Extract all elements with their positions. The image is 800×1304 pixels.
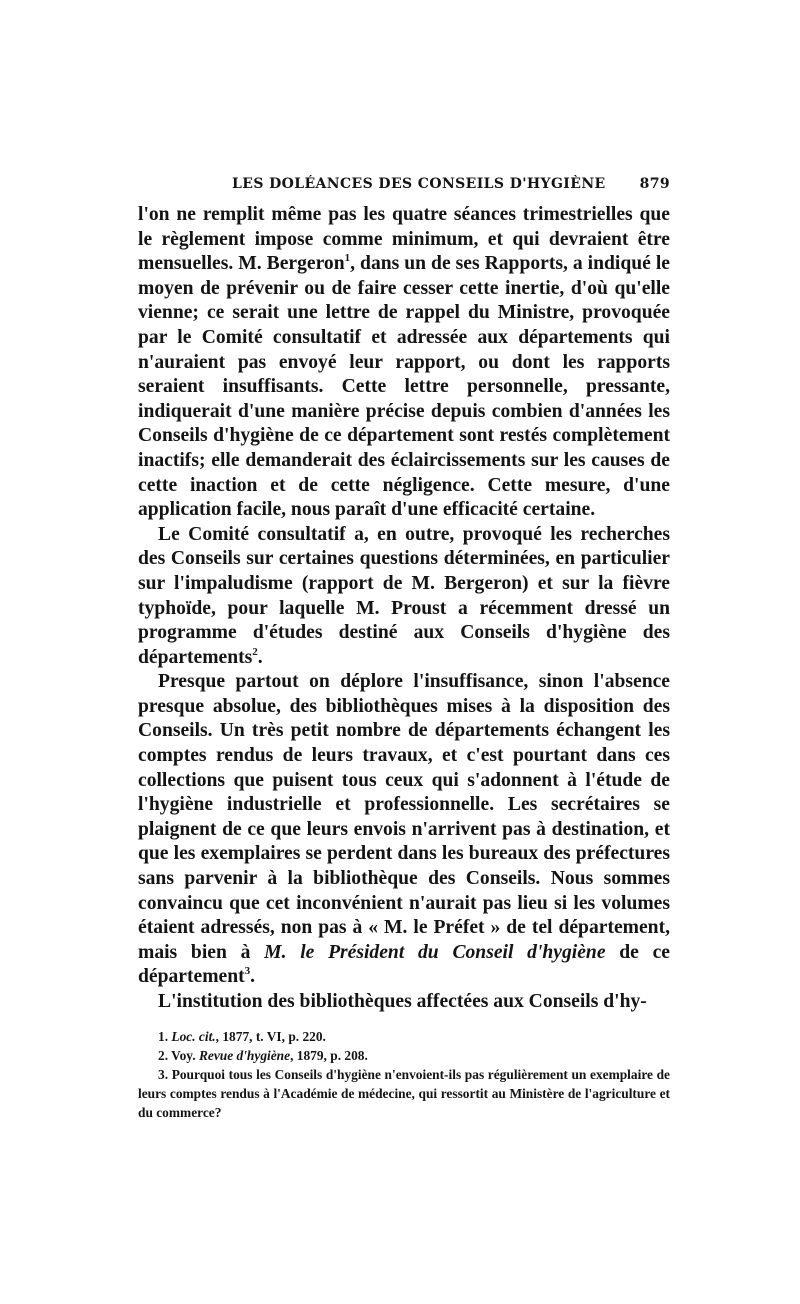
footnote-1-text: , 1877, t. VI, p. 220. xyxy=(215,1029,326,1044)
paragraph-3-text-c: . xyxy=(250,966,256,988)
footnote-2-italic: Revue d'hygiène xyxy=(198,1048,291,1063)
paragraph-1-text-b: , dans un de ses Rapports, a indiqué le moyen de prévenir ou de faire cesser cette inertie, d'où qu'elle vienne; ce serait une lettre de rappel du Ministre, provoquée par le Comité consultatif et adressée aux départements qui n'auraient pas envoyé leur rapport, ou dont les rapports seraient insuffisants. Cette lettre personnelle, pressante, indiquerait d'une manière précise depuis combien d'années les Conseils d'hygiène de ce département sont restés complètement inactifs; elle demanderait des éclaircissements sur les causes de cette inaction et de cette négligence. Cette mesure, d'une application facile, nous paraît d'une efficacité certaine. xyxy=(138,253,670,521)
footnote-2 xyxy=(138,1046,670,1065)
paragraph-4-text-a: L'institution des bibliothèques affectées aux Conseils d'hy- xyxy=(158,991,647,1012)
paragraph-1-text-a: l'on ne remplit même pas les quatre séances trimestrielles que le règlement impose comme minimum, et qui devraient être mensuelles. M. Bergeron xyxy=(138,204,670,275)
footnote-ref-1: 1 xyxy=(344,252,351,265)
page-number: 879 xyxy=(639,176,670,192)
footnote-1-number: 1. xyxy=(158,1029,169,1044)
footnotes xyxy=(138,1027,670,1122)
footnote-3 xyxy=(138,1065,670,1122)
paragraph-3-italic: M. le Président du Conseil d'hygiène xyxy=(264,941,606,963)
paragraph-2-text-b: . xyxy=(257,646,263,668)
footnote-1-italic: Loc. cit. xyxy=(171,1029,216,1044)
paragraph-1 xyxy=(138,203,670,523)
footnote-3-number: 3. xyxy=(158,1067,169,1082)
footnote-ref-3: 3 xyxy=(244,965,251,978)
paragraph-3 xyxy=(138,670,670,990)
footnote-2-text: , 1879, p. 208. xyxy=(290,1048,368,1063)
paragraph-4 xyxy=(138,990,670,1015)
body-text xyxy=(138,203,670,1015)
running-title: LES DOLÉANCES DES CONSEILS D'HYGIÈNE xyxy=(232,176,606,192)
paragraph-2-text-a: Le Comité consultatif a, en outre, provoqué les recherches des Conseils sur certaines questions déterminées, en particulier sur l'impaludisme (rapport de M. Bergeron) et sur la fièvre typhoïde, pour laquelle M. Proust a récemment dressé un programme d'études destiné aux Conseils d'hygiène des départements xyxy=(138,523,670,668)
paragraph-2 xyxy=(138,523,670,671)
footnote-ref-2: 2 xyxy=(252,645,258,658)
paragraph-3-text-a: Presque partout on déplore l'insuffisance, sinon l'absence presque absolue, des bibliothèques mises à la disposition des Conseils. Un très petit nombre de départements échangent les comptes rendus de leurs travaux, et c'est pourtant dans ces collections que puisent tous ceux qui s'adonnent à l'étude de l'hygiène industrielle et professionnelle. Les secrétaires se plaignent de ce que leurs envois n'arrivent pas à destination, et que les exemplaires se perdent dans les bureaux des préfectures sans parvenir à la bibliothèque des Conseils. Nous sommes convaincu que cet inconvénient n'aurait pas lieu si les volumes étaient adressés, non pas à « M. le Préfet » de tel département, mais bien à xyxy=(138,671,670,963)
footnote-2-pre: Voy. xyxy=(171,1048,199,1063)
footnote-2-number: 2. xyxy=(158,1048,169,1063)
footnote-3-text: Pourquoi tous les Conseils d'hygiène n'envoient-ils pas régulièrement un exemplaire de leurs comptes rendus à l'Académie de médecine, qui ressortit au Ministère de l'agriculture et du commerce? xyxy=(138,1067,670,1120)
running-header xyxy=(138,176,670,198)
paragraph-3-text-b: de ce département xyxy=(138,941,670,988)
footnote-1 xyxy=(138,1027,670,1046)
